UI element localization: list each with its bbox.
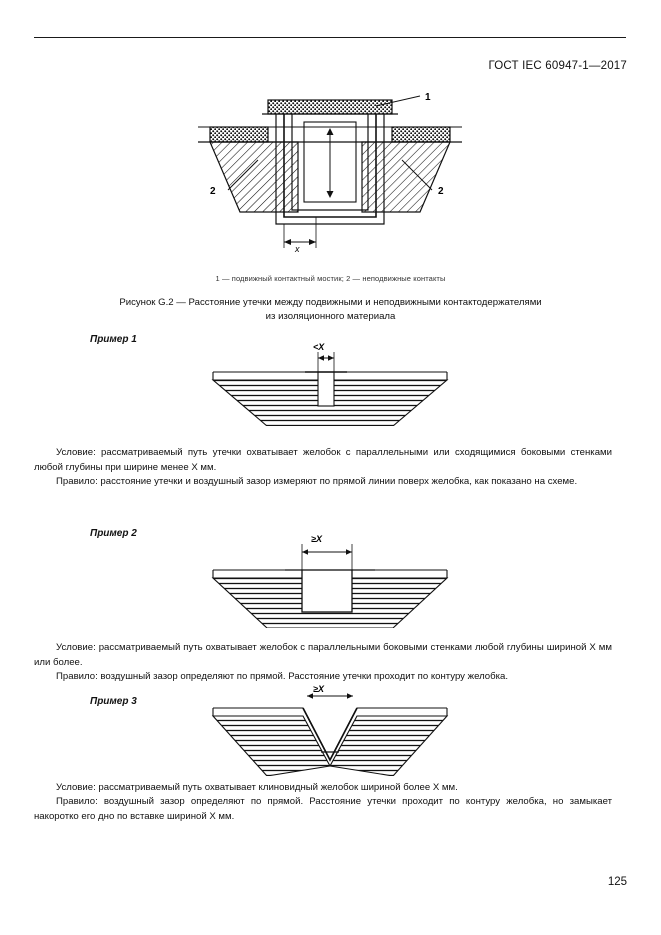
example-3-svg [185,688,475,776]
example-2-rule-text: Правило: воздушный зазор определяют по прямой. Расстояние утечки проходит по контуру желобка. [56,671,509,682]
example-2-label: Пример 2 [90,528,137,539]
example-1-dimension: <X [313,342,325,352]
figure-g2-drawing [180,82,480,264]
example-1-rule-text: Правило: расстояние утечки и воздушный зазор измеряют по прямой линии поверх желобка, как показано на схеме. [56,476,578,487]
figure-g2-caption-line2: из изоляционного материала [265,311,396,322]
example-2-condition [34,641,612,670]
example-1-condition [34,446,612,475]
example-1-condition-text: Условие: рассматриваемый путь утечки охватывает желобок с параллельными или сходящимися боковыми стенками любой глубины при ширине менее X мм. [34,447,612,473]
example-2-condition-text: Условие: рассматриваемый путь охватывает желобок с параллельными боковыми стенками любой глубины шириной X мм или более. [34,642,612,668]
page-title: ГОСТ IEC 60947-1—2017 [488,60,627,72]
page-number: 125 [607,876,627,888]
example-3-condition-text: Условие: рассматриваемый путь охватывает клиновидный желобок шириной более X мм. [56,782,458,793]
figure-g2-svg [180,82,480,264]
example-3-condition [34,781,612,796]
example-2-svg [185,536,475,628]
figure-g2-caption-line1: Рисунок G.2 — Расстояние утечки между подвижными и неподвижными контактодержателями [119,297,542,308]
example-3-drawing [185,684,475,776]
figure-g2-callout-2-left: 2 [210,186,216,197]
figure-g2-callout-2-right: 2 [438,186,444,197]
figure-g2-callout-1: 1 [425,92,431,103]
figure-g2-dimension-x: x [295,244,300,254]
example-3-dimension: ≥X [313,684,324,694]
example-3-label: Пример 3 [90,696,137,707]
example-1-rule [34,475,612,490]
example-2-rule [34,670,612,685]
example-1-drawing [185,342,475,426]
example-1-svg [185,348,475,426]
example-1-label: Пример 1 [90,334,137,345]
example-2-drawing [185,536,475,628]
example-3-rule-text: Правило: воздушный зазор определяют по прямой. Расстояние утечки проходит по контуру желобка, но замыкает накоротко его дно по вставке шириной X мм. [34,796,612,822]
example-2-dimension: ≥X [311,534,322,544]
figure-g2-legend: 1 — подвижный контактный мостик; 2 — неподвижные контакты [215,274,446,283]
example-3-rule [34,795,612,824]
header-rule [34,37,626,38]
